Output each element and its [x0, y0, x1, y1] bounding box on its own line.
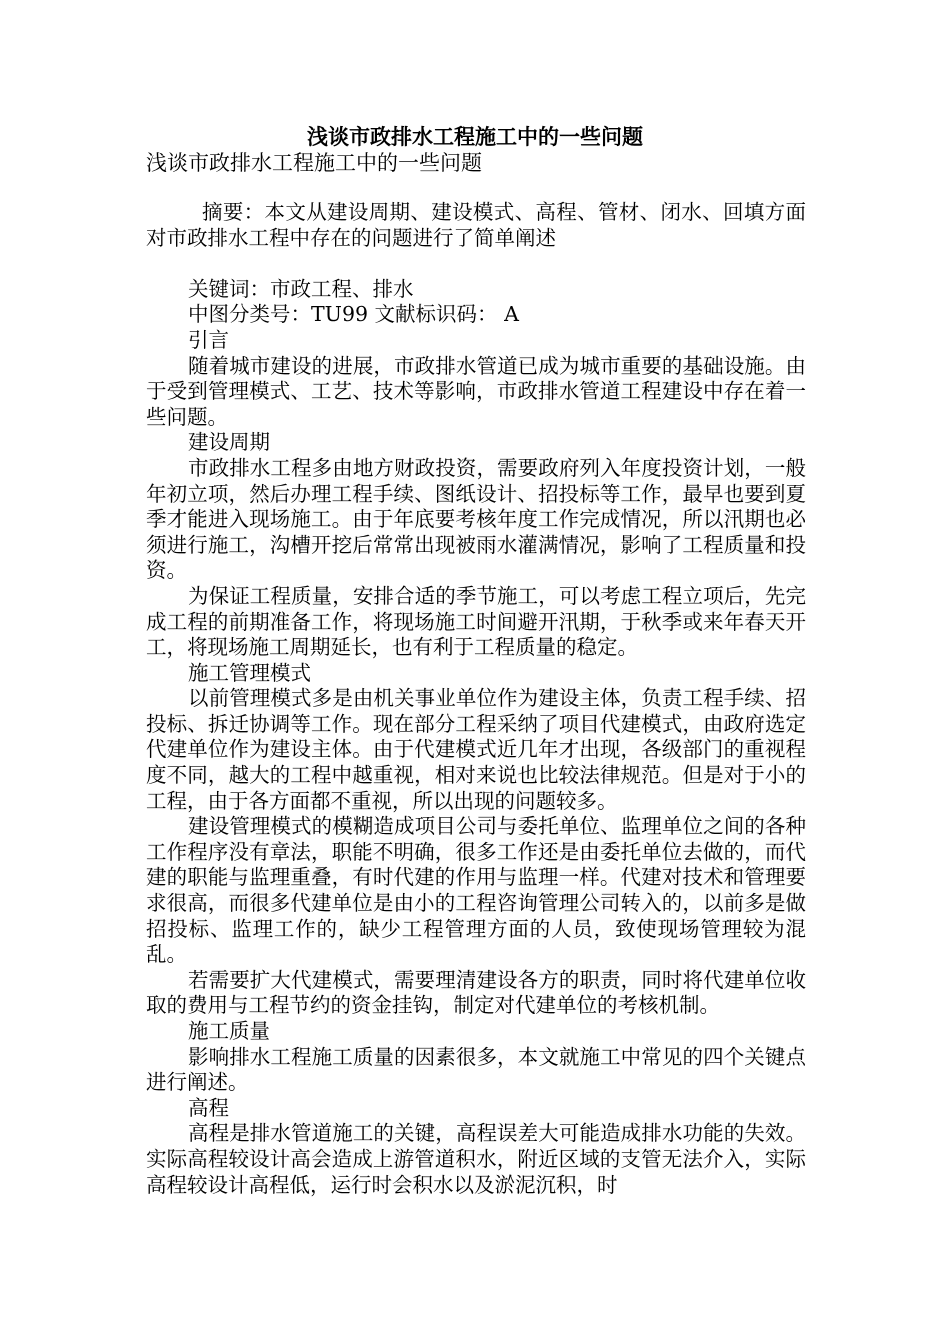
- section-heading-construction-period: 建设周期: [188, 430, 270, 455]
- section-heading-management-mode: 施工管理模式: [188, 660, 311, 685]
- body-paragraph: 市政排水工程多由地方财政投资，需要政府列入年度投资计划，一般年初立项，然后办理工程手续、图纸设计、招投标等工作，最早也要到夏季才能进入现场施工。由于年底要考核年度工作完成情况，所以汛期也必须进行施工，沟槽开挖后常常出现被雨水灌满情况，影响了工程质量和投资。: [146, 455, 806, 583]
- section-heading-elevation: 高程: [188, 1095, 229, 1120]
- classification-line: 中图分类号：TU99 文献标识码： A: [188, 302, 519, 327]
- body-paragraph: 随着城市建设的进展，市政排水管道已成为城市重要的基础设施。由于受到管理模式、工艺、技术等影响，市政排水管道工程建设中存在着一些问题。: [146, 353, 806, 429]
- body-paragraph: 若需要扩大代建模式，需要理清建设各方的职责，同时将代建单位收取的费用与工程节约的资金挂钩，制定对代建单位的考核机制。: [146, 967, 806, 1018]
- body-paragraph: 为保证工程质量，安排合适的季节施工，可以考虑工程立项后，先完成工程的前期准备工作，将现场施工时间避开汛期，于秋季或来年春天开工，将现场施工周期延长，也有利于工程质量的稳定。: [146, 583, 806, 660]
- section-heading-construction-quality: 施工质量: [188, 1019, 270, 1043]
- section-heading-introduction: 引言: [188, 327, 229, 352]
- body-paragraph: 高程是排水管道施工的关键，高程误差大可能造成排水功能的失效。实际高程较设计高会造成上游管道积水，附近区域的支管无法介入，实际高程较设计高程低，运行时会积水以及淤泥沉积，时: [146, 1121, 806, 1197]
- keywords-line: 关键词：市政工程、排水: [188, 276, 414, 301]
- abstract-paragraph: 摘要：本文从建设周期、建设模式、高程、管材、闭水、回填方面对市政排水工程中存在的问题进行了简单阐述: [146, 200, 806, 250]
- body-paragraph: 以前管理模式多是由机关事业单位作为建设主体，负责工程手续、招投标、拆迁协调等工作。现在部分工程采纳了项目代建模式，由政府选定代建单位作为建设主体。由于代建模式近几年才出现，各级部门的重视程度不同，越大的工程中越重视，相对来说也比较法律规范。但是对于小的工程，由于各方面都不重视，所以出现的问题较多。: [146, 686, 806, 813]
- body-paragraph: 建设管理模式的模糊造成项目公司与委托单位、监理单位之间的各种工作程序没有章法，职能不明确，很多工作还是由委托单位去做的，而代建的职能与监理重叠，有时代建的作用与监理一样。代建对技术和管理要求很高，而很多代建单位是由小的工程咨询管理公司转入的，以前多是做招投标、监理工作的，缺少工程管理方面的人员，致使现场管理较为混乱。: [146, 814, 806, 967]
- document-title: 浅谈市政排水工程施工中的一些问题: [307, 124, 643, 149]
- document-subtitle: 浅谈市政排水工程施工中的一些问题: [146, 151, 482, 175]
- spacer: [146, 251, 806, 277]
- body-paragraph: 影响排水工程施工质量的因素很多，本文就施工中常见的四个关键点进行阐述。: [146, 1044, 806, 1095]
- document-body: [146, 200, 806, 1198]
